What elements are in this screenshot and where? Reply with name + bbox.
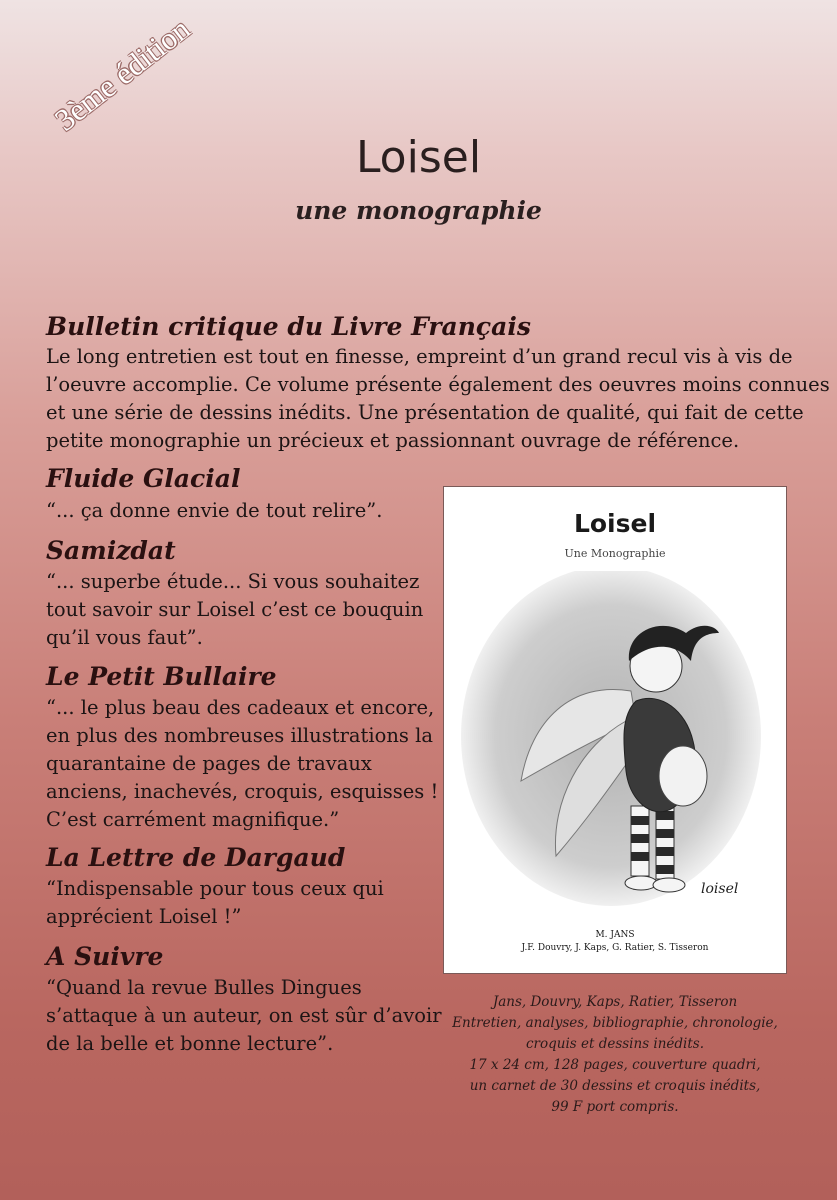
review-source-lettre-dargaud: La Lettre de Dargaud — [46, 843, 346, 872]
review-quote-samizdat — [46, 568, 423, 652]
caption-line: Jans, Douvry, Kaps, Ratier, Tisseron — [492, 994, 738, 1010]
review-line: “... ça donne envie de tout relire”. — [46, 499, 383, 522]
review-source-samizdat: Samizdat — [46, 536, 176, 565]
review-source-fluide-glacial: Fluide Glacial — [46, 464, 241, 493]
review-source-petit-bullaire: Le Petit Bullaire — [46, 662, 277, 691]
book-cover — [443, 486, 787, 974]
cover-author: M. JANS — [595, 930, 635, 940]
cover-title: Loisel — [573, 509, 657, 538]
edition-stamp: 3ème édition — [48, 10, 197, 138]
cover-contributors: J.F. Douvry, J. Kaps, G. Ratier, S. Tisseron — [521, 943, 709, 953]
review-line: l’oeuvre accomplie. Ce volume présente également des oeuvres moins connues — [46, 373, 830, 396]
review-quote-fluide-glacial — [46, 497, 382, 525]
review-source-bulletin: Bulletin critique du Livre Français — [46, 312, 531, 341]
review-line: anciens, inachevés, croquis, esquisses ! — [46, 780, 439, 803]
review-line: apprécient Loisel !” — [46, 905, 242, 928]
review-line: “... le plus beau des cadeaux et encore, — [46, 696, 435, 719]
page-subtitle: une monographie — [295, 196, 542, 225]
review-quote-bulletin — [46, 343, 830, 455]
page-title: Loisel — [355, 132, 482, 183]
review-line: “... superbe étude... Si vous souhaitez — [46, 570, 420, 593]
review-source-a-suivre: A Suivre — [46, 942, 164, 971]
review-quote-lettre-dargaud — [46, 875, 384, 931]
caption-line: croquis et dessins inédits. — [525, 1036, 705, 1052]
review-line: en plus des nombreuses illustrations la — [46, 724, 433, 747]
caption-line: Entretien, analyses, bibliographie, chronologie, — [452, 1015, 778, 1031]
review-line: qu’il vous faut”. — [46, 626, 203, 649]
caption-line: un carnet de 30 dessins et croquis inédits, — [469, 1078, 761, 1094]
review-line: “Indispensable pour tous ceux qui — [46, 877, 384, 900]
review-line: de la belle et bonne lecture”. — [46, 1032, 334, 1055]
review-line: petite monographie un précieux et passionnant ouvrage de référence. — [46, 429, 740, 452]
review-line: quarantaine de pages de travaux — [46, 752, 372, 775]
review-quote-a-suivre — [46, 974, 442, 1058]
review-quote-petit-bullaire — [46, 694, 438, 834]
cover-authors — [444, 929, 786, 955]
review-line: et une série de dessins inédits. Une présentation de qualité, qui fait de cette — [46, 401, 804, 424]
cover-signature: loisel — [701, 881, 739, 897]
review-line: “Quand la revue Bulles Dingues — [46, 976, 362, 999]
cover-subtitle: Une Monographie — [564, 547, 666, 560]
review-line: tout savoir sur Loisel c’est ce bouquin — [46, 598, 424, 621]
review-line: s’attaque à un auteur, on est sûr d’avoir — [46, 1004, 442, 1027]
cover-illustration — [461, 571, 771, 911]
caption-line: 99 F port compris. — [551, 1099, 679, 1115]
book-details-caption — [443, 992, 787, 1118]
caption-line: 17 x 24 cm, 128 pages, couverture quadri, — [469, 1057, 761, 1073]
review-line: C’est carrément magnifique.” — [46, 808, 340, 831]
review-line: Le long entretien est tout en finesse, empreint d’un grand recul vis à vis de — [46, 345, 793, 368]
